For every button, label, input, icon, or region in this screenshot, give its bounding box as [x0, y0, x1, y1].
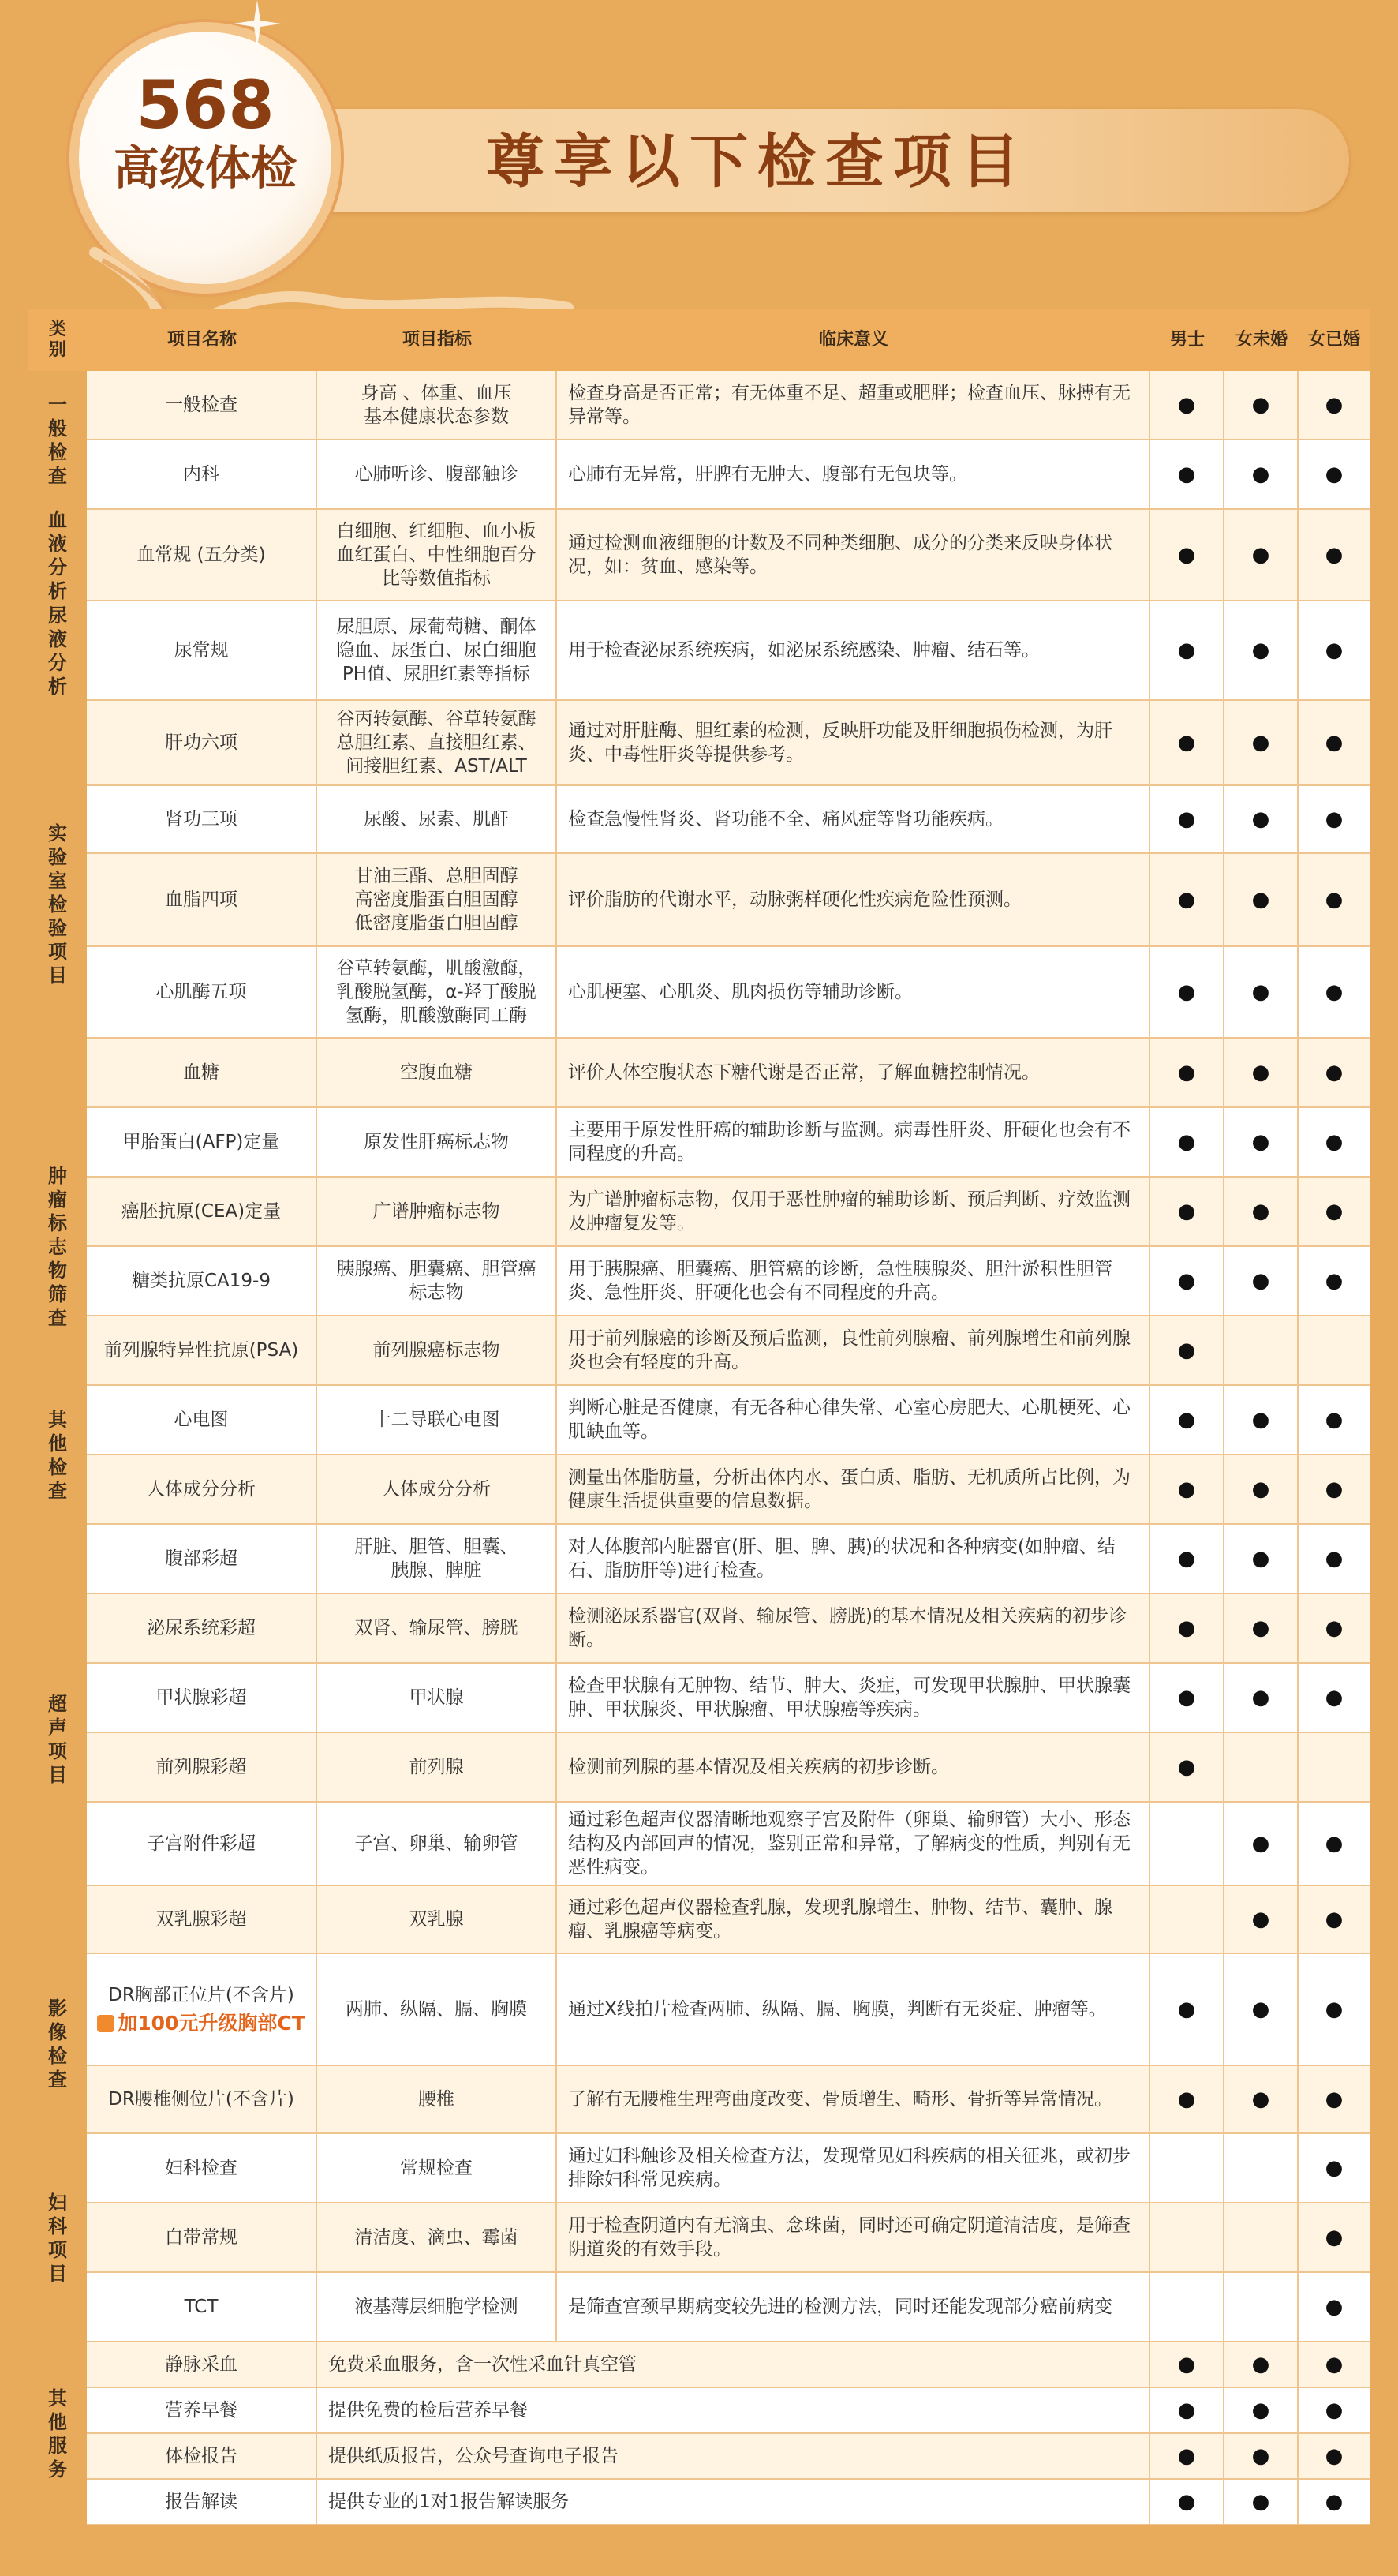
- item-clinical-meaning: 用于胰腺癌、胆囊癌、胆管癌的诊断，急性胰腺炎、胆汁淤积性胆管炎、急性肝炎、肝硬化也会有不同程度的升高。: [557, 1247, 1150, 1316]
- item-indicator: 两肺、纵隔、膈、胸膜: [317, 1954, 557, 2066]
- item-clinical-meaning: 检测泌尿系器官(双肾、输尿管、膀胱)的基本情况及相关疾病的初步诊断。: [557, 1594, 1150, 1664]
- item-clinical-meaning: 心肌梗塞、心肌炎、肌肉损伤等辅助诊断。: [557, 947, 1150, 1039]
- item-name-text: 心电图: [174, 1410, 229, 1430]
- item-indicator: 甲状腺: [317, 1664, 557, 1733]
- page-header: [0, 0, 1398, 316]
- page-title: 尊享以下检查项目: [486, 128, 1029, 196]
- female-unmarried-applicable-mark: ●: [1224, 1455, 1299, 1525]
- female-married-applicable-mark: ●: [1299, 2434, 1370, 2480]
- category-label: [28, 2342, 87, 2525]
- service-description: 免费采血服务，含一次性采血针真空管: [317, 2342, 1150, 2388]
- item-clinical-meaning: 心肺有无异常，肝脾有无肿大、腹部有无包块等。: [557, 440, 1150, 510]
- item-name-text: 糖类抗原CA19-9: [132, 1271, 271, 1291]
- item-indicator: 空腹血糖: [317, 1039, 557, 1108]
- female-married-applicable-mark: ●: [1299, 1594, 1370, 1664]
- item-clinical-meaning: 检测前列腺的基本情况及相关疾病的初步诊断。: [557, 1733, 1150, 1803]
- item-name-text: 白带常规: [165, 2227, 237, 2248]
- male-applicable-mark: ●: [1150, 1039, 1224, 1108]
- female-unmarried-applicable-mark: [1224, 2273, 1299, 2342]
- item-clinical-meaning: 检查急慢性肾炎、肾功能不全、痛风症等肾功能疾病。: [557, 786, 1150, 854]
- female-married-applicable-mark: ●: [1299, 1803, 1370, 1886]
- category-label: [28, 510, 87, 601]
- item-clinical-meaning: 通过检测血液细胞的计数及不同种类细胞、成分的分类来反映身体状况，如：贫血、感染等。: [557, 510, 1150, 601]
- female-unmarried-applicable-mark: ●: [1224, 1803, 1299, 1886]
- female-married-applicable-mark: ●: [1299, 510, 1370, 601]
- item-indicator: 尿酸、尿素、肌酐: [317, 786, 557, 854]
- item-name: [87, 510, 317, 601]
- item-name: [87, 1386, 317, 1455]
- item-name: [87, 947, 317, 1039]
- male-applicable-mark: ●: [1150, 2480, 1224, 2525]
- item-indicator: 肝脏、胆管、胆囊、 胰腺、脾脏: [317, 1525, 557, 1594]
- female-unmarried-applicable-mark: [1224, 2134, 1299, 2203]
- item-name-text: 心肌酶五项: [155, 982, 247, 1002]
- item-clinical-meaning: 评价脂肪的代谢水平，动脉粥样硬化性疾病危险性预测。: [557, 854, 1150, 947]
- item-name-text: 前列腺特异性抗原(PSA): [103, 1340, 299, 1361]
- sparkle-icon: [234, 0, 281, 47]
- male-applicable-mark: ●: [1150, 1108, 1224, 1178]
- category-label-text: 其他服务: [48, 2387, 67, 2481]
- male-applicable-mark: ●: [1150, 1316, 1224, 1386]
- male-applicable-mark: [1150, 2203, 1224, 2273]
- item-name: [87, 440, 317, 510]
- female-unmarried-applicable-mark: ●: [1224, 2434, 1299, 2480]
- item-name: [87, 1664, 317, 1733]
- category-label-text: 其他检查: [48, 1409, 67, 1502]
- thumbs-up-icon: [97, 2015, 114, 2032]
- item-name: [87, 1803, 317, 1886]
- item-name: [87, 1316, 317, 1386]
- item-name: [87, 2388, 317, 2434]
- female-married-applicable-mark: ●: [1299, 1954, 1370, 2066]
- item-indicator: 常规检查: [317, 2134, 557, 2203]
- item-name: [87, 2342, 317, 2388]
- category-label-text: 实验室检验项目: [48, 822, 67, 987]
- item-name: [87, 1525, 317, 1594]
- item-clinical-meaning: 通过彩色超声仪器检查乳腺，发现乳腺增生、肿物、结节、囊肿、腺瘤、乳腺癌等病变。: [557, 1886, 1150, 1954]
- item-name-text: 人体成分分析: [147, 1479, 256, 1500]
- item-name-text: 一般检查: [165, 395, 237, 415]
- item-name: [87, 2480, 317, 2525]
- male-applicable-mark: ●: [1150, 1954, 1224, 2066]
- header-category: 类别: [48, 320, 66, 360]
- header-name: 项目名称: [166, 330, 237, 350]
- male-applicable-mark: ●: [1150, 854, 1224, 947]
- female-unmarried-applicable-mark: ●: [1224, 1594, 1299, 1664]
- item-name: [87, 1455, 317, 1525]
- item-clinical-meaning: 通过X线拍片检查两肺、纵隔、膈、胸膜，判断有无炎症、肿瘤等。: [557, 1954, 1150, 2066]
- item-clinical-meaning: 评价人体空腹状态下糖代谢是否正常，了解血糖控制情况。: [557, 1039, 1150, 1108]
- item-name-text: 血脂四项: [165, 889, 237, 910]
- item-indicator: 双乳腺: [317, 1886, 557, 1954]
- item-name: [87, 1954, 317, 2066]
- item-name-text: 体检报告: [165, 2446, 237, 2466]
- female-married-applicable-mark: ●: [1299, 1886, 1370, 1954]
- female-married-applicable-mark: ●: [1299, 2273, 1370, 2342]
- item-indicator: 白细胞、红细胞、血小板 血红蛋白、中性细胞百分 比等数值指标: [317, 510, 557, 601]
- male-applicable-mark: ●: [1150, 601, 1224, 701]
- item-name-text: 甲状腺彩超: [155, 1687, 247, 1708]
- female-married-applicable-mark: ●: [1299, 2342, 1370, 2388]
- male-applicable-mark: ●: [1150, 1178, 1224, 1247]
- female-married-applicable-mark: ●: [1299, 2134, 1370, 2203]
- item-name-text: 子宫附件彩超: [147, 1833, 256, 1854]
- female-unmarried-applicable-mark: ●: [1224, 2342, 1299, 2388]
- header-male: 男士: [1169, 330, 1205, 350]
- item-name-text: 腹部彩超: [165, 1548, 237, 1569]
- category-label: [28, 2134, 87, 2342]
- female-married-applicable-mark: ●: [1299, 1664, 1370, 1733]
- item-name: [87, 1178, 317, 1247]
- male-applicable-mark: ●: [1150, 1733, 1224, 1803]
- female-unmarried-applicable-mark: ●: [1224, 1247, 1299, 1316]
- female-unmarried-applicable-mark: ●: [1224, 1178, 1299, 1247]
- item-indicator: 前列腺: [317, 1733, 557, 1803]
- item-name-text: 双乳腺彩超: [155, 1909, 247, 1930]
- category-label: [28, 371, 87, 510]
- package-name: 高级体检: [113, 141, 297, 195]
- item-name: [87, 854, 317, 947]
- female-unmarried-applicable-mark: ●: [1224, 947, 1299, 1039]
- female-married-applicable-mark: [1299, 1733, 1370, 1803]
- female-married-applicable-mark: ●: [1299, 371, 1370, 440]
- item-name-text: 营养早餐: [165, 2400, 237, 2421]
- female-unmarried-applicable-mark: ●: [1224, 1525, 1299, 1594]
- item-name: [87, 2434, 317, 2480]
- item-clinical-meaning: 通过彩色超声仪器清晰地观察子宫及附件（卵巢、输卵管）大小、形态结构及内部回声的情况，鉴别正常和异常，了解病变的性质，判别有无恶性病变。: [557, 1803, 1150, 1886]
- female-unmarried-applicable-mark: [1224, 1316, 1299, 1386]
- service-description: 提供免费的检后营养早餐: [317, 2388, 1150, 2434]
- item-clinical-meaning: 通过妇科触诊及相关检查方法，发现常见妇科疾病的相关征兆，或初步排除妇科常见疾病。: [557, 2134, 1150, 2203]
- item-clinical-meaning: 用于前列腺癌的诊断及预后监测，良性前列腺瘤、前列腺增生和前列腺炎也会有轻度的升高。: [557, 1316, 1150, 1386]
- female-unmarried-applicable-mark: ●: [1224, 701, 1299, 786]
- item-name-text: 血常规 (五分类): [136, 545, 266, 565]
- female-married-applicable-mark: ●: [1299, 1108, 1370, 1178]
- header-female-unmarried: 女未婚: [1235, 330, 1288, 350]
- item-name-text: 报告解读: [165, 2492, 237, 2512]
- category-label-text: 肿瘤标志物筛查: [48, 1165, 67, 1329]
- item-clinical-meaning: 是筛查宫颈早期病变较先进的检测方法，同时还能发现部分癌前病变: [557, 2273, 1150, 2342]
- category-label: [28, 1108, 87, 1386]
- male-applicable-mark: ●: [1150, 1455, 1224, 1525]
- item-name: [87, 1733, 317, 1803]
- female-married-applicable-mark: ●: [1299, 1039, 1370, 1108]
- item-name: [87, 1108, 317, 1178]
- male-applicable-mark: ●: [1150, 1525, 1224, 1594]
- female-unmarried-applicable-mark: [1224, 2203, 1299, 2273]
- female-married-applicable-mark: ●: [1299, 1455, 1370, 1525]
- category-label-text: 一般检查: [48, 394, 67, 487]
- item-name-text: 血糖: [183, 1062, 219, 1083]
- female-unmarried-applicable-mark: ●: [1224, 2480, 1299, 2525]
- item-name-text: 前列腺彩超: [155, 1757, 247, 1777]
- item-name: [87, 2203, 317, 2273]
- item-clinical-meaning: 检查身高是否正常；有无体重不足、超重或肥胖；检查血压、脉搏有无异常等。: [557, 371, 1150, 440]
- female-married-applicable-mark: ●: [1299, 854, 1370, 947]
- male-applicable-mark: ●: [1150, 786, 1224, 854]
- male-applicable-mark: ●: [1150, 1594, 1224, 1664]
- category-label-text: 尿液分析: [48, 605, 67, 698]
- header-female-married: 女已婚: [1307, 330, 1360, 350]
- item-indicator: 广谱肿瘤标志物: [317, 1178, 557, 1247]
- item-indicator: 心肺听诊、腹部触诊: [317, 440, 557, 510]
- category-label: [28, 1954, 87, 2134]
- male-applicable-mark: [1150, 2134, 1224, 2203]
- item-indicator: 胰腺癌、胆囊癌、胆管癌 标志物: [317, 1247, 557, 1316]
- male-applicable-mark: ●: [1150, 2434, 1224, 2480]
- item-name-text: 妇科检查: [165, 2158, 237, 2178]
- female-married-applicable-mark: ●: [1299, 2066, 1370, 2134]
- male-applicable-mark: ●: [1150, 1386, 1224, 1455]
- female-married-applicable-mark: ●: [1299, 2203, 1370, 2273]
- female-unmarried-applicable-mark: ●: [1224, 1664, 1299, 1733]
- item-indicator: 前列腺癌标志物: [317, 1316, 557, 1386]
- service-description: 提供专业的1对1报告解读服务: [317, 2480, 1150, 2525]
- female-unmarried-applicable-mark: ●: [1224, 1954, 1299, 2066]
- item-clinical-meaning: 主要用于原发性肝癌的辅助诊断与监测。病毒性肝炎、肝硬化也会有不同程度的升高。: [557, 1108, 1150, 1178]
- male-applicable-mark: ●: [1150, 2342, 1224, 2388]
- item-indicator: 十二导联心电图: [317, 1386, 557, 1455]
- female-married-applicable-mark: ●: [1299, 440, 1370, 510]
- item-indicator: 谷草转氨酶，肌酸激酶， 乳酸脱氢酶，α-羟丁酸脱 氢酶，肌酸激酶同工酶: [317, 947, 557, 1039]
- female-married-applicable-mark: ●: [1299, 947, 1370, 1039]
- item-name: [87, 1594, 317, 1664]
- item-indicator: 液基薄层细胞学检测: [317, 2273, 557, 2342]
- female-married-applicable-mark: ●: [1299, 1525, 1370, 1594]
- female-unmarried-applicable-mark: ●: [1224, 2388, 1299, 2434]
- female-unmarried-applicable-mark: [1224, 1733, 1299, 1803]
- upgrade-offer-text: 加100元升级胸部CT: [118, 2012, 305, 2035]
- item-name: [87, 1247, 317, 1316]
- category-label-text: 血液分析: [48, 509, 67, 602]
- item-clinical-meaning: 为广谱肿瘤标志物，仅用于恶性肿瘤的辅助诊断、预后判断、疗效监测及肿瘤复发等。: [557, 1178, 1150, 1247]
- item-clinical-meaning: 检查甲状腺有无肿物、结节、肿大、炎症，可发现甲状腺肿、甲状腺囊肿、甲状腺炎、甲状腺瘤、甲状腺癌等疾病。: [557, 1664, 1150, 1733]
- category-label: [28, 1386, 87, 1525]
- item-name-text: 甲胎蛋白(AFP)定量: [122, 1132, 280, 1152]
- male-applicable-mark: ●: [1150, 701, 1224, 786]
- item-name: [87, 786, 317, 854]
- male-applicable-mark: ●: [1150, 1664, 1224, 1733]
- female-unmarried-applicable-mark: ●: [1224, 440, 1299, 510]
- category-label: [28, 701, 87, 1108]
- female-unmarried-applicable-mark: ●: [1224, 2066, 1299, 2134]
- male-applicable-mark: [1150, 2273, 1224, 2342]
- item-indicator: 腰椎: [317, 2066, 557, 2134]
- item-clinical-meaning: 对人体腹部内脏器官(肝、胆、脾、胰)的状况和各种病变(如肿瘤、结石、脂肪肝等)进行检查。: [557, 1525, 1150, 1594]
- female-unmarried-applicable-mark: ●: [1224, 1039, 1299, 1108]
- female-married-applicable-mark: ●: [1299, 1247, 1370, 1316]
- female-married-applicable-mark: ●: [1299, 2480, 1370, 2525]
- female-married-applicable-mark: ●: [1299, 701, 1370, 786]
- item-name-text: TCT: [184, 2297, 219, 2317]
- item-clinical-meaning: 判断心脏是否健康，有无各种心律失常、心室心房肥大、心肌梗死、心肌缺血等。: [557, 1386, 1150, 1455]
- item-indicator: 人体成分分析: [317, 1455, 557, 1525]
- item-name: [87, 1886, 317, 1954]
- header-meaning: 临床意义: [818, 330, 888, 350]
- female-unmarried-applicable-mark: ●: [1224, 510, 1299, 601]
- female-unmarried-applicable-mark: ●: [1224, 1108, 1299, 1178]
- item-name: [87, 601, 317, 701]
- female-unmarried-applicable-mark: ●: [1224, 601, 1299, 701]
- item-name: [87, 371, 317, 440]
- item-clinical-meaning: 了解有无腰椎生理弯曲度改变、骨质增生、畸形、骨折等异常情况。: [557, 2066, 1150, 2134]
- male-applicable-mark: [1150, 1803, 1224, 1886]
- header-indicator: 项目指标: [402, 330, 472, 350]
- female-married-applicable-mark: ●: [1299, 786, 1370, 854]
- item-name: [87, 1039, 317, 1108]
- item-name-text: 泌尿系统彩超: [147, 1618, 256, 1638]
- category-label-text: 妇科项目: [48, 2192, 67, 2285]
- female-unmarried-applicable-mark: ●: [1224, 786, 1299, 854]
- male-applicable-mark: ●: [1150, 2388, 1224, 2434]
- item-clinical-meaning: 用于检查泌尿系统疾病，如泌尿系统感染、肿瘤、结石等。: [557, 601, 1150, 701]
- female-married-applicable-mark: ●: [1299, 1386, 1370, 1455]
- item-name: [87, 2134, 317, 2203]
- item-name: [87, 2066, 317, 2134]
- item-indicator: 身高 、体重、血压 基本健康状态参数: [317, 371, 557, 440]
- female-unmarried-applicable-mark: ●: [1224, 1386, 1299, 1455]
- item-name-text: 静脉采血: [165, 2354, 237, 2375]
- female-married-applicable-mark: ●: [1299, 2388, 1370, 2434]
- male-applicable-mark: ●: [1150, 947, 1224, 1039]
- item-indicator: 原发性肝癌标志物: [317, 1108, 557, 1178]
- item-clinical-meaning: 用于检查阴道内有无滴虫、念珠菌，同时还可确定阴道清洁度，是筛查阴道炎的有效手段。: [557, 2203, 1150, 2273]
- female-married-applicable-mark: ●: [1299, 601, 1370, 701]
- item-name-text: DR腰椎侧位片(不含片): [108, 2089, 294, 2110]
- female-married-applicable-mark: ●: [1299, 1178, 1370, 1247]
- category-label: [28, 1525, 87, 1954]
- item-clinical-meaning: 通过对肝脏酶、胆红素的检测，反映肝功能及肝细胞损伤检测，为肝炎、中毒性肝炎等提供参考。: [557, 701, 1150, 786]
- package-price: 568: [136, 66, 275, 144]
- item-name-text: 癌胚抗原(CEA)定量: [121, 1201, 282, 1222]
- male-applicable-mark: ●: [1150, 1247, 1224, 1316]
- item-indicator: 双肾、输尿管、膀胱: [317, 1594, 557, 1664]
- item-name-text: 肾功三项: [165, 809, 237, 829]
- category-label: [28, 601, 87, 701]
- female-unmarried-applicable-mark: ●: [1224, 854, 1299, 947]
- item-indicator: 尿胆原、尿葡萄糖、酮体 隐血、尿蛋白、尿白细胞 PH值、尿胆红素等指标: [317, 601, 557, 701]
- male-applicable-mark: ●: [1150, 371, 1224, 440]
- item-clinical-meaning: 测量出体脂肪量，分析出体内水、蛋白质、脂肪、无机质所占比例，为健康生活提供重要的信息数据。: [557, 1455, 1150, 1525]
- item-indicator: 清洁度、滴虫、霉菌: [317, 2203, 557, 2273]
- category-label-text: 影像检查: [48, 1998, 67, 2091]
- item-indicator: 甘油三酯、总胆固醇 高密度脂蛋白胆固醇 低密度脂蛋白胆固醇: [317, 854, 557, 947]
- category-label-text: 超声项目: [48, 1693, 67, 1786]
- male-applicable-mark: [1150, 1886, 1224, 1954]
- item-name: [87, 701, 317, 786]
- male-applicable-mark: ●: [1150, 510, 1224, 601]
- female-unmarried-applicable-mark: ●: [1224, 1886, 1299, 1954]
- male-applicable-mark: ●: [1150, 440, 1224, 510]
- female-married-applicable-mark: [1299, 1316, 1370, 1386]
- female-unmarried-applicable-mark: ●: [1224, 371, 1299, 440]
- item-indicator: 谷丙转氨酶、谷草转氨酶 总胆红素、直接胆红素、 间接胆红素、AST/ALT: [317, 701, 557, 786]
- item-indicator: 子宫、卵巢、输卵管: [317, 1803, 557, 1886]
- item-name-text: 尿常规: [174, 640, 229, 661]
- item-name-text: DR胸部正位片(不含片): [108, 1985, 294, 2005]
- item-name-text: 内科: [183, 464, 219, 485]
- service-description: 提供纸质报告，公众号查询电子报告: [317, 2434, 1150, 2480]
- upgrade-offer-link[interactable]: [97, 2012, 305, 2035]
- male-applicable-mark: ●: [1150, 2066, 1224, 2134]
- item-name-text: 肝功六项: [165, 732, 237, 753]
- item-name: [87, 2273, 317, 2342]
